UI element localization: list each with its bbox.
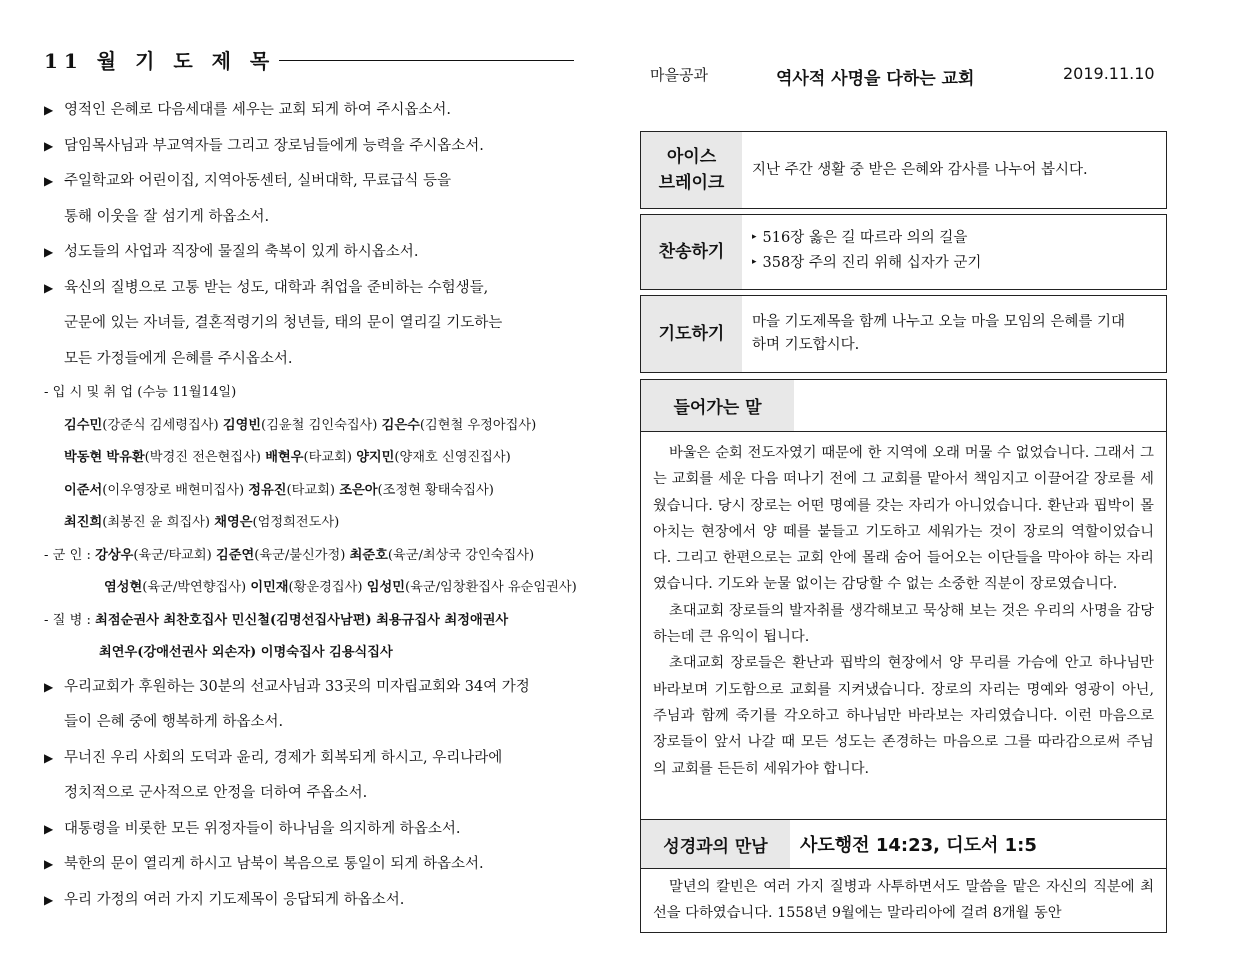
military-label: - 군 인 : — [44, 547, 96, 563]
bullet-arrow-icon: ▶ — [44, 245, 54, 259]
prayer-item: ▶ 성도들의 사업과 직장에 물질의 축복이 있게 하시옵소서. — [44, 235, 574, 271]
person-note: (조정현 황태숙집사) — [377, 482, 494, 498]
person-name: 이준서 — [64, 482, 103, 498]
exam-label: - 입 시 및 취 업 (수능 11월14일) — [44, 385, 237, 400]
person-name: 최진희 — [64, 515, 103, 530]
intro-body — [640, 432, 1167, 820]
person-note: (타교회) — [286, 482, 336, 498]
person-note: (박경진 전은현집사) — [144, 450, 262, 465]
prayer-item-cont: 정치적으로 군사적으로 안정을 더하여 주옵소서. — [64, 785, 368, 801]
person-name: 정유진 — [248, 482, 287, 498]
person-note: (김현철 우정아집사) — [419, 417, 537, 433]
prayer-label: 기도하기 — [641, 296, 742, 372]
person-name: 임성민 — [366, 580, 405, 595]
intro-paragraph: 초대교회 장로들은 환난과 핍박의 현장에서 양 무리를 가슴에 안고 하나님만 바라보며 기도함으로 교회를 지켜냈습니다. 장로의 자리는 명예와 영광이 아닌, 주님과 함께 죽기를 각오하고 하나님만 바라보는 자리였습니다. 이런 마음으로 장로들이 앞서 나갈 때 모든 성도는 존경하는 마음으로 그를 따라감으로써 주님의 교회를 든든히 세워가야 합니다. — [653, 655, 1154, 777]
prayer-box — [640, 295, 1167, 373]
prayer-item-cont: 들이 은혜 중에 행복하게 하옵소서. — [64, 714, 284, 730]
bullet-arrow-icon: ▶ — [44, 679, 54, 694]
bible-body — [640, 869, 1167, 933]
prayer-item: ▶ 우리교회가 후원하는 30분의 선교사님과 33곳의 미자립교회와 34여 가정 — [44, 670, 574, 706]
person-note: (최봉진 윤 희집사) — [102, 515, 211, 530]
person-name: 이민재 — [250, 580, 289, 595]
person-name: 박동현 — [64, 450, 103, 465]
bullet-arrow-icon: ▶ — [44, 821, 54, 836]
bullet-arrow-icon: ▶ — [44, 750, 54, 765]
page-title: 11 월 기 도 제 목 — [44, 48, 276, 73]
bullet-arrow-icon: ▶ — [44, 857, 54, 871]
person-note: (황운경집사) — [288, 580, 363, 595]
intro-header — [640, 379, 1167, 432]
person-note: (육군/박연향집사) — [142, 580, 247, 595]
hymn-item: ▸ 358장 주의 진리 위해 십자가 군기 — [752, 255, 982, 271]
exam-names-row — [44, 507, 574, 540]
hymn-list — [752, 215, 1158, 289]
lesson-title: 역사적 사명을 다하는 교회 — [776, 69, 975, 89]
prayer-item: ▶ 무너진 우리 사회의 도덕과 윤리, 경제가 회복되게 하시고, 우리나라에 — [44, 741, 574, 777]
military-row — [44, 540, 574, 573]
person-name: 강상우 — [95, 547, 134, 563]
bullet-arrow-icon: ▶ — [44, 174, 54, 188]
intro-label: 들어가는 말 — [641, 380, 794, 431]
prayer-item-cont: 군문에 있는 자녀들, 결혼적령기의 청년들, 태의 문이 열리길 기도하는 — [64, 315, 503, 331]
intro-paragraph: 바울은 순회 전도자였기 때문에 한 지역에 오래 머물 수 없었습니다. 그래서 그는 교회를 세운 다음 떠나기 전에 그 교회를 맡아서 책임지고 이끌어갈 장로를 세웠습니다. 당시 장로는 어떤 명예를 갖는 자리가 아니었습니다. 환난과 핍박이 몰아치는 현장에서 양 떼를 붙들고 기도하고 세워가는 것이 장로의 역할이었습니다. 그리고 한편으로는 교회 안에 몰래 숨어 들어오는 이단들을 막아야 하는 자리였습니다. 기도와 눈물 없이는 감당할 수 없는 소중한 직분이 장로였습니다. — [653, 445, 1154, 593]
lesson-header — [650, 64, 1170, 88]
bible-reference: 사도행전 14:23, 디도서 1:5 — [800, 835, 1037, 856]
illness-row — [44, 605, 574, 638]
person-name: 김은수 — [381, 417, 420, 433]
person-note: (엄정희전도사) — [252, 515, 340, 530]
bible-label: 성경과의 만남 — [641, 820, 790, 868]
prayer-item: ▶ 북한의 문이 열리게 하시고 남북이 복음으로 통일이 되게 하옵소서. — [44, 847, 574, 883]
person-note: (타교회) — [303, 450, 352, 465]
bullet-arrow-icon: ▶ — [44, 138, 54, 153]
prayer-item: ▶ 대통령을 비롯한 모든 위정자들이 하나님을 의지하게 하옵소서. — [44, 812, 574, 848]
hymn-box — [640, 214, 1167, 290]
person-note: (이우영장로 배현미집사) — [102, 482, 245, 498]
person-name: 염성현 — [104, 580, 143, 595]
person-name: 최준호 — [349, 547, 388, 563]
illness-label: - 질 병 : — [44, 612, 96, 628]
person-name: 양지민 — [356, 450, 395, 465]
title-divider — [279, 60, 574, 61]
bullet-arrow-icon: ▶ — [44, 103, 54, 117]
prayer-text: 마을 기도제목을 함께 나누고 오늘 마을 모임의 은혜를 기대 하며 기도합시다. — [752, 314, 1126, 353]
person-note: (육군/타교회) — [133, 547, 212, 563]
lesson-category: 마을공과 — [650, 66, 708, 84]
exam-names-row — [44, 475, 574, 508]
lesson-date: 2019.11.10 — [1063, 64, 1155, 83]
prayer-item: ▶ 주일학교와 어린이집, 지역아동센터, 실버대학, 무료급식 등을 — [44, 164, 574, 200]
illness-names: 최점순권사 최찬호집사 민신철(김명선집사남편) 최용규집사 최정애권사 — [95, 612, 509, 628]
person-name: 김준연 — [216, 547, 255, 563]
person-note: (양재호 신영진집사) — [394, 450, 511, 465]
hymn-label: 찬송하기 — [641, 215, 742, 289]
person-note: (육군/최상국 강인숙집사) — [387, 547, 535, 563]
person-note: (김윤철 김인숙집사) — [261, 417, 378, 433]
person-name: 조은아 — [339, 482, 378, 498]
person-note: (강준식 김세령집사) — [102, 417, 219, 433]
triangle-marker-icon: ▸ — [752, 257, 757, 267]
icebreak-text: 지난 주간 생활 중 받은 은혜와 감사를 나누어 봅시다. — [752, 161, 1088, 178]
prayer-item: ▶ 담임목사님과 부교역자들 그리고 장로님들에게 능력을 주시옵소서. — [44, 129, 574, 165]
bible-paragraph: 말년의 칼빈은 여러 가지 질병과 사투하면서도 말씀을 맡은 자신의 직분에 최선을 다하였습니다. 1558년 9월에는 말라리아에 걸려 8개월 동안 — [653, 879, 1154, 922]
prayer-item-cont: 모든 가정들에게 은혜를 주시옵소서. — [64, 350, 293, 367]
bullet-arrow-icon: ▶ — [44, 280, 54, 295]
military-row — [44, 572, 577, 605]
person-name: 박유환 — [106, 450, 145, 465]
person-name: 배현우 — [265, 450, 304, 465]
prayer-item: ▶ 우리 가정의 여러 가지 기도제목이 응답되게 하옵소서. — [44, 883, 574, 919]
hymn-item: ▸ 516장 옳은 길 따르라 의의 길을 — [752, 230, 968, 246]
person-name: 김영빈 — [222, 417, 262, 433]
prayer-list-header — [44, 44, 574, 74]
icebreak-label: 아이스 브레이크 — [641, 132, 742, 208]
icebreak-box — [640, 131, 1167, 209]
bullet-arrow-icon: ▶ — [44, 892, 54, 907]
triangle-marker-icon: ▸ — [752, 232, 757, 242]
person-note: (육군/불신가정) — [254, 547, 346, 563]
bible-header — [640, 819, 1167, 869]
person-note: (육군/임창환집사 유순임권사) — [404, 580, 577, 595]
prayer-item: ▶ 영적인 은혜로 다음세대를 세우는 교회 되게 하여 주시옵소서. — [44, 93, 574, 129]
person-name: 채영은 — [214, 515, 253, 530]
illness-row: 최연우(강애선권사 외손자) 이명숙집사 김용식집사 — [99, 645, 393, 660]
person-name: 김수민 — [64, 417, 103, 433]
prayer-item: ▶ 육신의 질병으로 고통 받는 성도, 대학과 취업을 준비하는 수험생들, — [44, 271, 574, 307]
prayer-item-cont: 통해 이웃을 잘 섬기게 하옵소서. — [64, 208, 270, 225]
exam-names-row — [44, 410, 574, 443]
exam-names-row — [44, 442, 574, 475]
prayer-list-column — [44, 44, 577, 918]
intro-paragraph: 초대교회 장로들의 발자취를 생각해보고 묵상해 보는 것은 우리의 사명을 감당하는데 큰 유익이 됩니다. — [653, 602, 1154, 646]
